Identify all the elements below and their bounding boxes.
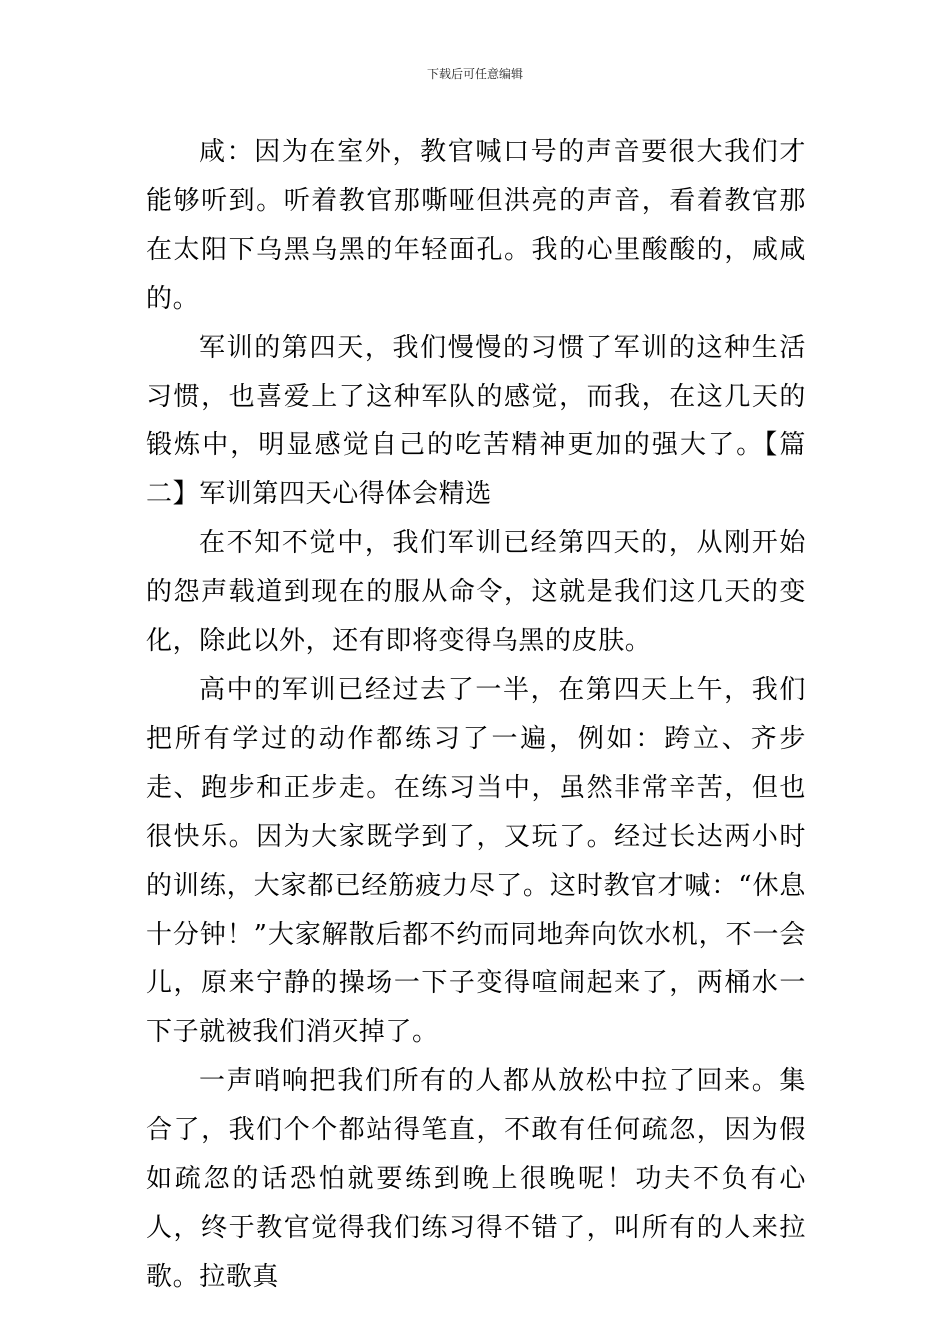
page-header: 下载后可任意编辑	[426, 67, 523, 81]
paragraph-1: 咸：因为在室外，教官喊口号的声音要很大我们才能够听到。听着教官那嘶哑但洪亮的声音，看着教官那在太阳下乌黑乌黑的年轻面孔。我的心里酸酸的，咸咸的。	[146, 137, 806, 314]
paragraph-4: 高中的军训已经过去了一半，在第四天上午，我们把所有学过的动作都练习了一遍，例如：跨立、齐步走、跑步和正步走。在练习当中，虽然非常辛苦，但也很快乐。因为大家既学到了，又玩了。经过长达两小时的训练，大家都已经筋疲力尽了。这时教官才喊：“休息十分钟！”大家解散后都不约而同地奔向饮水机，不一会儿，原来宁静的操场一下子变得喧闹起来了，两桶水一下子就被我们消灭掉了。	[146, 674, 806, 1048]
paragraph-2: 军训的第四天，我们慢慢的习惯了军训的这种生活习惯，也喜爱上了这种军队的感觉，而我，在这几天的锻炼中，明显感觉自己的吃苦精神更加的强大了。【篇二】军训第四天心得体会精选	[146, 332, 806, 510]
paragraph-5: 一声哨响把我们所有的人都从放松中拉了回来。集合了，我们个个都站得笔直，不敢有任何疏忽，因为假如疏忽的话恐怕就要练到晚上很晚呢！功夫不负有心人，终于教官觉得我们练习得不错了，叫所有的人来拉歌。拉歌真	[146, 1066, 806, 1292]
paragraph-3: 在不知不觉中，我们军训已经第四天的，从刚开始的怨声载道到现在的服从命令，这就是我们这几天的变化，除此以外，还有即将变得乌黑的皮肤。	[146, 528, 806, 657]
document-body	[146, 128, 806, 1302]
